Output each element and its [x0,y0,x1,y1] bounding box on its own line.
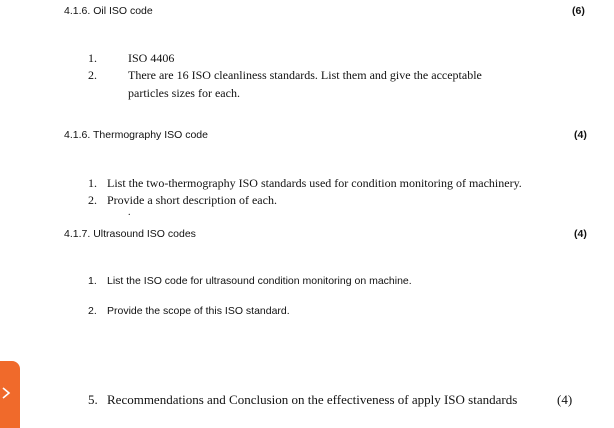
list-item-number: 1. [88,51,97,65]
stray-dot: . [128,207,131,218]
list-item-text: Provide the scope of this ISO standard. [107,305,290,317]
section-heading-ultrasound: 4.1.7. Ultrasound ISO codes [64,228,196,240]
list-item-number: 1. [88,275,97,287]
list-item-text: Provide a short description of each. [107,193,277,207]
section-marks-ultrasound: (4) [574,228,587,240]
chevron-right-icon [0,385,14,401]
list-item-number: 2. [88,305,97,317]
list-item-number: 2. [88,68,97,82]
section-marks-oil: (6) [572,5,585,17]
list-item-text: There are 16 ISO cleanliness standards. List them and give the acceptable [128,68,482,82]
recommendation-text: Recommendations and Conclusion on the effectiveness of apply ISO standards [107,392,518,407]
list-item-text-continued: particles sizes for each. [128,86,240,100]
list-item-text: List the ISO code for ultrasound condition monitoring on machine. [107,275,412,287]
section-heading-thermography: 4.1.6. Thermography ISO code [64,129,208,141]
list-item-text: ISO 4406 [128,51,175,65]
list-item-number: 1. [88,176,97,190]
section-heading-oil: 4.1.6. Oil ISO code [64,5,153,17]
list-item-text: List the two-thermography ISO standards used for condition monitoring of machinery. [107,176,522,190]
recommendation-marks: (4) [557,392,573,407]
list-item-number: 2. [88,193,97,207]
side-expand-tab[interactable] [0,361,20,428]
recommendation-number: 5. [88,392,98,407]
section-marks-thermography: (4) [574,129,587,141]
